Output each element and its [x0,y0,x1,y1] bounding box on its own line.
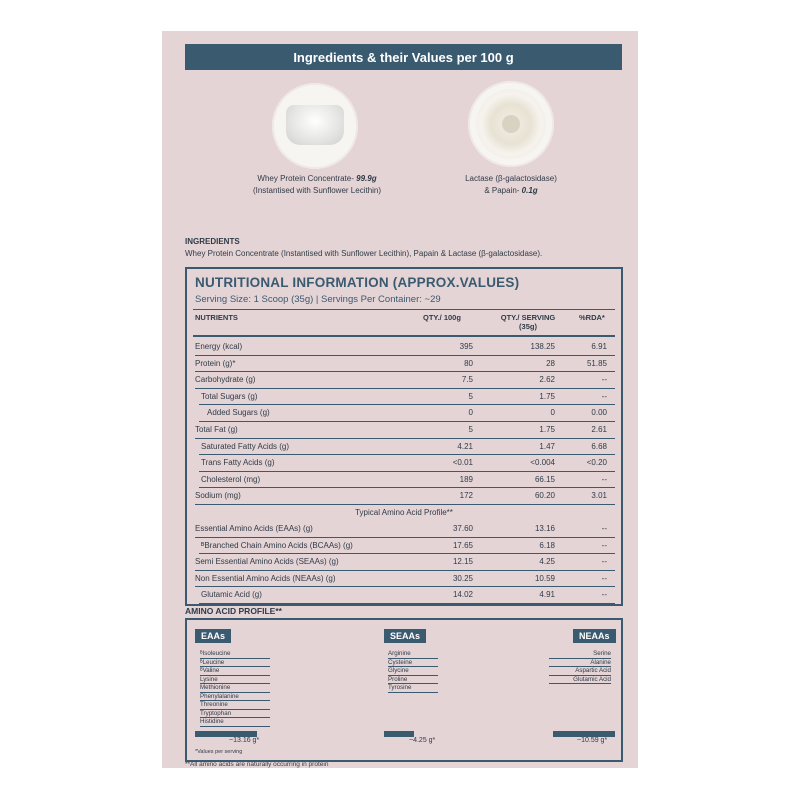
qty-serving: 4.25 [539,557,555,567]
header-per100: QTY./ 100g [423,313,461,322]
amino-acid-item: Tryptophan [200,710,270,719]
amino-acid-item: Phenylalanine [200,693,270,702]
amino-acid-item: ᴮLeucine [200,659,270,668]
nutrition-row [195,521,615,538]
rda-value: -- [601,375,607,385]
nutrition-row [195,339,615,356]
amino-acid-item: Aspartic Acid [549,667,611,676]
nutrition-row [195,455,615,472]
nutrient-name: Carbohydrate (g) [195,375,256,385]
amino-acid-item: Glycine [388,667,438,676]
qty-serving: 60.20 [534,491,555,501]
nutrition-row [195,389,615,406]
rda-value: 51.85 [586,358,607,368]
nutrient-name: Sodium (mg) [195,491,241,501]
amino-acid-item: Methionine [200,684,270,693]
qty-100g: 14.02 [452,590,473,600]
qty-serving: 0 [550,408,555,418]
rda-value: -- [601,573,607,583]
amino-acid-item: Proline [388,676,438,685]
amino-acid-item: ᴮIsoleucine [200,650,270,659]
nutrient-name: Trans Fatty Acids (g) [201,458,275,468]
neaas-label: NEAAs [573,629,616,643]
amino-profile-box [185,618,623,762]
nutrition-row [195,472,615,489]
ingredients-text: Whey Protein Concentrate (Instantised with Sunflower Lecithin), Papain & Lactase (β-galactosidase). [185,249,543,258]
qty-serving: 1.47 [539,441,555,451]
qty-serving: <0.004 [530,458,555,468]
qty-100g: 5 [468,391,473,401]
qty-100g: 172 [459,491,473,501]
nutrient-name: Glutamic Acid (g) [201,590,262,600]
nutrient-name: ᴮBranched Chain Amino Acids (BCAAs) (g) [201,540,353,550]
qty-100g: 4.21 [457,441,473,451]
qty-100g: 17.65 [452,540,473,550]
whey-caption: Whey Protein Concentrate- 99.9g (Instantised with Sunflower Lecithin) [252,174,382,195]
rda-value: -- [601,474,607,484]
rda-value: -- [601,391,607,401]
serving-info: Serving Size: 1 Scoop (35g) | Servings Per Container: ~29 [195,294,441,305]
nutrition-row [195,571,615,588]
rda-value: 6.91 [591,342,607,351]
nutrition-row [195,538,615,555]
qty-100g: 0 [468,408,473,418]
seaas-total: ~4.25 g* [409,737,436,744]
qty-100g: 5 [468,425,473,434]
qty-serving: 4.91 [539,590,555,600]
values-note: *Values per serving [195,749,243,755]
nutrition-row [195,372,615,389]
nutrition-row [195,422,615,439]
amino-acid-item: Serine [549,650,611,659]
nutrient-name: Semi Essential Amino Acids (SEAAs) (g) [195,557,339,567]
nutrient-name: Non Essential Amino Acids (NEAAs) (g) [195,573,336,583]
amino-caption: Typical Amino Acid Profile** [355,508,453,517]
rda-value: -- [601,540,607,550]
rda-value: -- [601,590,607,600]
eaas-list [200,650,270,727]
amino-heading: AMINO ACID PROFILE** [185,606,282,616]
amino-acid-item: Tyrosine [388,684,438,693]
ingredients-heading: INGREDIENTS [185,237,240,246]
nutrition-row [195,554,615,571]
amino-acid-item: Arginine [388,650,438,659]
nutrition-row [195,405,615,422]
qty-serving: 2.62 [539,375,555,385]
nutrient-name: Cholesterol (mg) [201,474,261,484]
nutrition-row [195,488,615,505]
qty-100g: 37.60 [452,524,473,533]
ingredients-banner: Ingredients & their Values per 100 g [185,44,622,70]
amino-acid-item: Alanine [549,659,611,668]
qty-serving: 1.75 [539,425,555,434]
amino-acid-item: Histidine [200,718,270,727]
header-rda: %RDA* [579,313,605,322]
qty-100g: 12.15 [452,557,473,567]
nutrient-name: Total Sugars (g) [201,391,258,401]
rda-value: -- [601,524,607,533]
whey-powder-image [272,83,358,169]
neaas-total: ~10.59 g* [577,737,608,744]
qty-serving: 10.59 [534,573,555,583]
qty-serving: 13.16 [534,524,555,533]
nutrient-name: Added Sugars (g) [207,408,270,418]
nutrition-table [185,267,623,606]
rda-value: 6.68 [591,441,607,451]
seaas-label: SEAAs [384,629,426,643]
qty-100g: 7.5 [461,375,473,385]
eaas-total: ~13.16 g* [229,737,260,744]
qty-100g: 80 [464,358,473,368]
bottom-note: **All amino acids are naturally occurring in protein [185,761,329,768]
qty-serving: 1.75 [539,391,555,401]
amino-acid-item: Threonine [200,701,270,710]
qty-serving: 6.18 [539,540,555,550]
header-per-serving: QTY./ SERVING (35g) [500,313,556,331]
rda-value: 2.61 [591,425,607,434]
qty-100g: <0.01 [452,458,473,468]
nutrient-name: Energy (kcal) [195,342,243,351]
qty-serving: 66.15 [534,474,555,484]
lactase-powder-image [468,81,554,167]
nutrition-title: NUTRITIONAL INFORMATION (APPROX.VALUES) [195,275,520,290]
rda-value: <0.20 [586,458,607,468]
amino-acid-item: Glutamic Acid [549,676,611,685]
nutrition-row [195,439,615,456]
amino-acid-item: Cysteine [388,659,438,668]
qty-serving: 28 [546,358,555,368]
qty-100g: 30.25 [452,573,473,583]
nutrient-name: Essential Amino Acids (EAAs) (g) [195,524,313,533]
nutrient-name: Protein (g)* [195,358,236,368]
lactase-caption: Lactase (β-galactosidase) & Papain- 0.1g [465,174,557,195]
neaas-list [549,650,611,684]
eaas-label: EAAs [195,629,231,643]
amino-acid-item: ᴮValine [200,667,270,676]
nutrient-name: Total Fat (g) [195,425,238,434]
rda-value: 3.01 [591,491,607,501]
rda-value: 0.00 [591,408,607,418]
qty-100g: 189 [459,474,473,484]
nutrition-row [195,356,615,373]
qty-100g: 395 [459,342,473,351]
nutrient-name: Saturated Fatty Acids (g) [201,441,290,451]
product-info-panel [162,31,638,768]
amino-acid-item: Lysine [200,676,270,685]
qty-serving: 138.25 [530,342,555,351]
rda-value: -- [601,557,607,567]
nutrition-row [195,587,615,604]
header-nutrients: NUTRIENTS [195,313,238,322]
seaas-list [388,650,438,693]
